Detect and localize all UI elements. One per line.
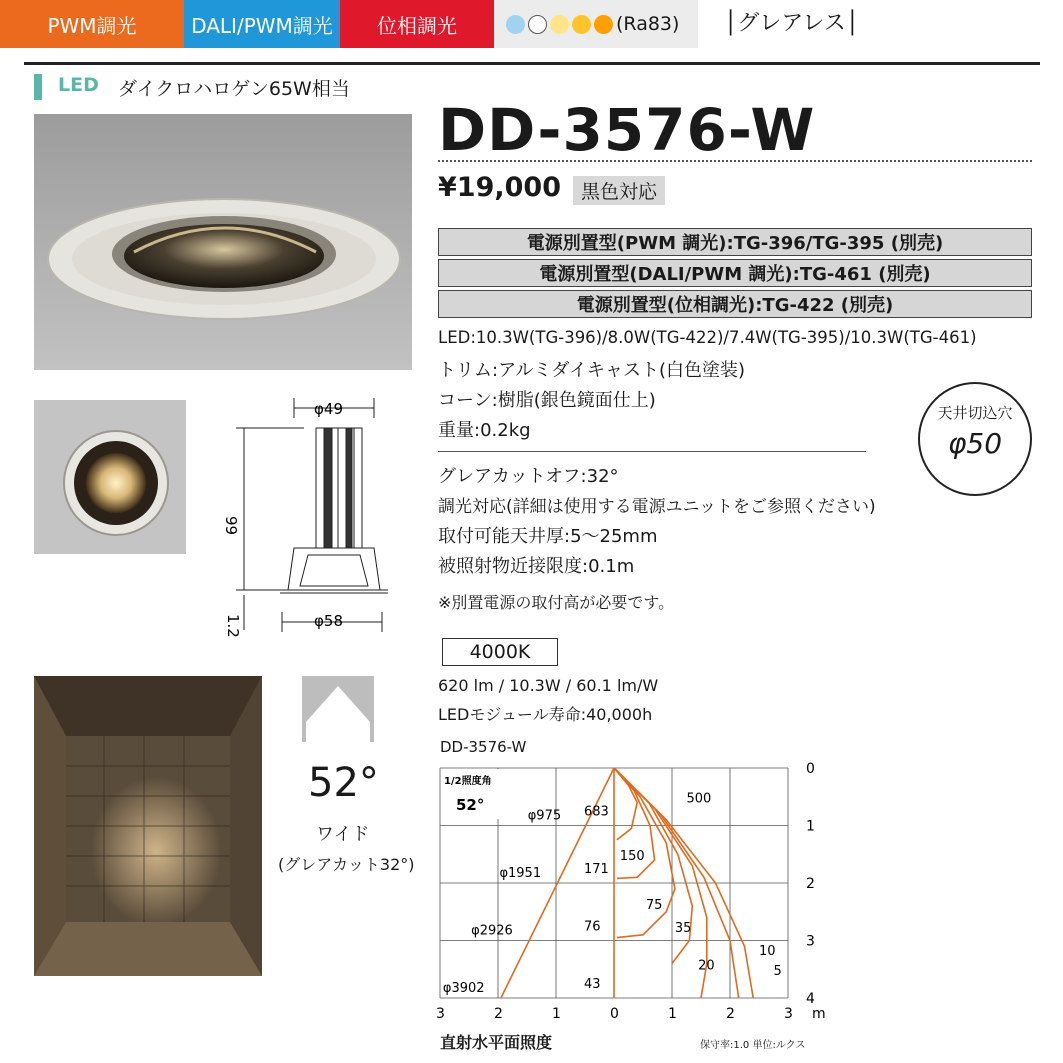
dim-bottom-label: φ58: [314, 612, 343, 630]
ceiling-cut-circle: [918, 382, 1032, 496]
chart-xlabel: 直射水平面照度: [440, 1033, 553, 1052]
center-lux-label: 683: [584, 804, 609, 820]
x-tick-label: 3: [784, 1006, 793, 1022]
light-distribution-chart: [430, 756, 830, 1038]
spec-divider: [438, 451, 866, 452]
glareless-label: │グレアレス│: [724, 11, 859, 36]
x-tick-label: 0: [610, 1006, 619, 1022]
cool-dot-icon: [506, 15, 525, 34]
dotted-divider: [438, 160, 1032, 162]
warmer-dot-icon: [572, 15, 591, 34]
ra-value: (Ra83): [616, 13, 680, 35]
color-temp-badge: [494, 0, 698, 48]
half-angle-value: 52°: [456, 796, 485, 814]
beam-type: ワイド: [316, 824, 370, 845]
center-lux-label: 171: [584, 862, 609, 877]
price: ¥19,000: [438, 172, 561, 203]
glare-cut-note: (グレアカット32°): [278, 855, 415, 874]
dim-top-label: φ49: [314, 400, 343, 418]
beam-diameter-label: φ2926: [471, 923, 513, 939]
front-photo: [34, 400, 186, 554]
power-supply-pwm: 電源別置型(PWM 調光):TG-396/TG-395 (別売): [438, 228, 1032, 256]
ceiling-cut-label: 天井切込穴: [937, 404, 1013, 422]
dim-height-label: 99: [222, 516, 240, 536]
chart-footnote: 保守率:1.0 単位:ルクス: [700, 1040, 806, 1051]
power-supply-phase: 電源別置型(位相調光):TG-422 (別売): [438, 290, 1032, 318]
center-lux-label: 76: [584, 919, 601, 935]
isolux-label: 75: [645, 897, 663, 913]
isolux-label: 35: [674, 920, 692, 936]
y-tick-label: 2: [806, 876, 815, 892]
spec-glare-cutoff: グレアカットオフ:32°: [438, 466, 619, 487]
equivalent-label: ダイクロハロゲン65W相当: [118, 78, 350, 100]
led-label: LED: [58, 74, 99, 96]
ceiling-cut-value: φ50: [947, 427, 1003, 460]
dali-badge: DALI/PWM調光: [184, 0, 340, 48]
beam-diameter-label: φ975: [527, 808, 562, 824]
spec-led: LED:10.3W(TG-396)/8.0W(TG-422)/7.4W(TG-395)/10.3W(TG-461): [438, 328, 977, 347]
module-life: LEDモジュール寿命:40,000h: [438, 705, 653, 724]
chart-title: DD-3576-W: [440, 738, 527, 756]
dim-flange-label: 1.2: [224, 614, 242, 638]
y-tick-label: 4: [806, 991, 815, 1007]
y-tick-label: 3: [806, 933, 815, 950]
power-supply-dali: 電源別置型(DALI/PWM 調光):TG-461 (別売): [438, 259, 1032, 287]
warmest-dot-icon: [594, 15, 613, 34]
x-tick-label: 1: [552, 1006, 561, 1022]
y-unit-label: m: [812, 1006, 826, 1022]
beam-diameter-label: φ3902: [442, 981, 485, 996]
phase-badge: 位相調光: [340, 0, 494, 48]
spec-dimming: 調光対応(詳細は使用する電源ユニットをご参照ください): [438, 497, 876, 517]
half-angle-label: 1/2照度角: [444, 776, 492, 787]
beam-angle: 52°: [308, 760, 379, 806]
led-accent-bar: [34, 74, 42, 100]
color-temp-box: 4000K: [442, 638, 558, 666]
x-tick-label: 3: [436, 1006, 445, 1022]
model-number: DD-3576-W: [438, 96, 816, 164]
beam-diameter-label: φ1951: [499, 866, 542, 881]
x-tick-label: 2: [726, 1006, 735, 1022]
top-divider: [24, 62, 1040, 65]
x-tick-label: 1: [668, 1006, 677, 1022]
lumens: 620 lm / 10.3W / 60.1 lm/W: [438, 676, 659, 695]
beam-icon: [302, 676, 374, 742]
spec-ceiling-thickness: 取付可能天井厚:5〜25mm: [438, 526, 658, 547]
y-tick-label: 0: [806, 761, 815, 777]
black-option-tag: 黒色対応: [573, 176, 665, 205]
isolux-label: 500: [686, 791, 712, 807]
y-tick-label: 1: [806, 818, 815, 835]
spec-trim: トリム:アルミダイキャスト(白色塗装): [438, 360, 746, 381]
spec-cone: コーン:樹脂(銀色鏡面仕上): [438, 390, 656, 411]
pwm-badge: PWM調光: [0, 0, 184, 48]
center-lux-label: 43: [584, 977, 601, 992]
product-photo: [34, 114, 412, 370]
spec-weight: 重量:0.2kg: [438, 420, 531, 441]
x-tick-label: 2: [494, 1006, 503, 1022]
spec-proximity: 被照射物近接限度:0.1m: [438, 556, 635, 577]
room-photo: [34, 676, 262, 976]
isolux-label: 10: [759, 943, 776, 959]
spec-note: ※別置電源の取付高が必要です。: [438, 593, 675, 612]
isolux-label: 20: [698, 958, 715, 974]
dimension-drawing: [220, 390, 400, 650]
warm-dot-icon: [550, 15, 569, 34]
isolux-label: 150: [619, 849, 645, 864]
isolux-label: 5: [773, 964, 782, 979]
neutral-dot-icon: [528, 15, 547, 34]
